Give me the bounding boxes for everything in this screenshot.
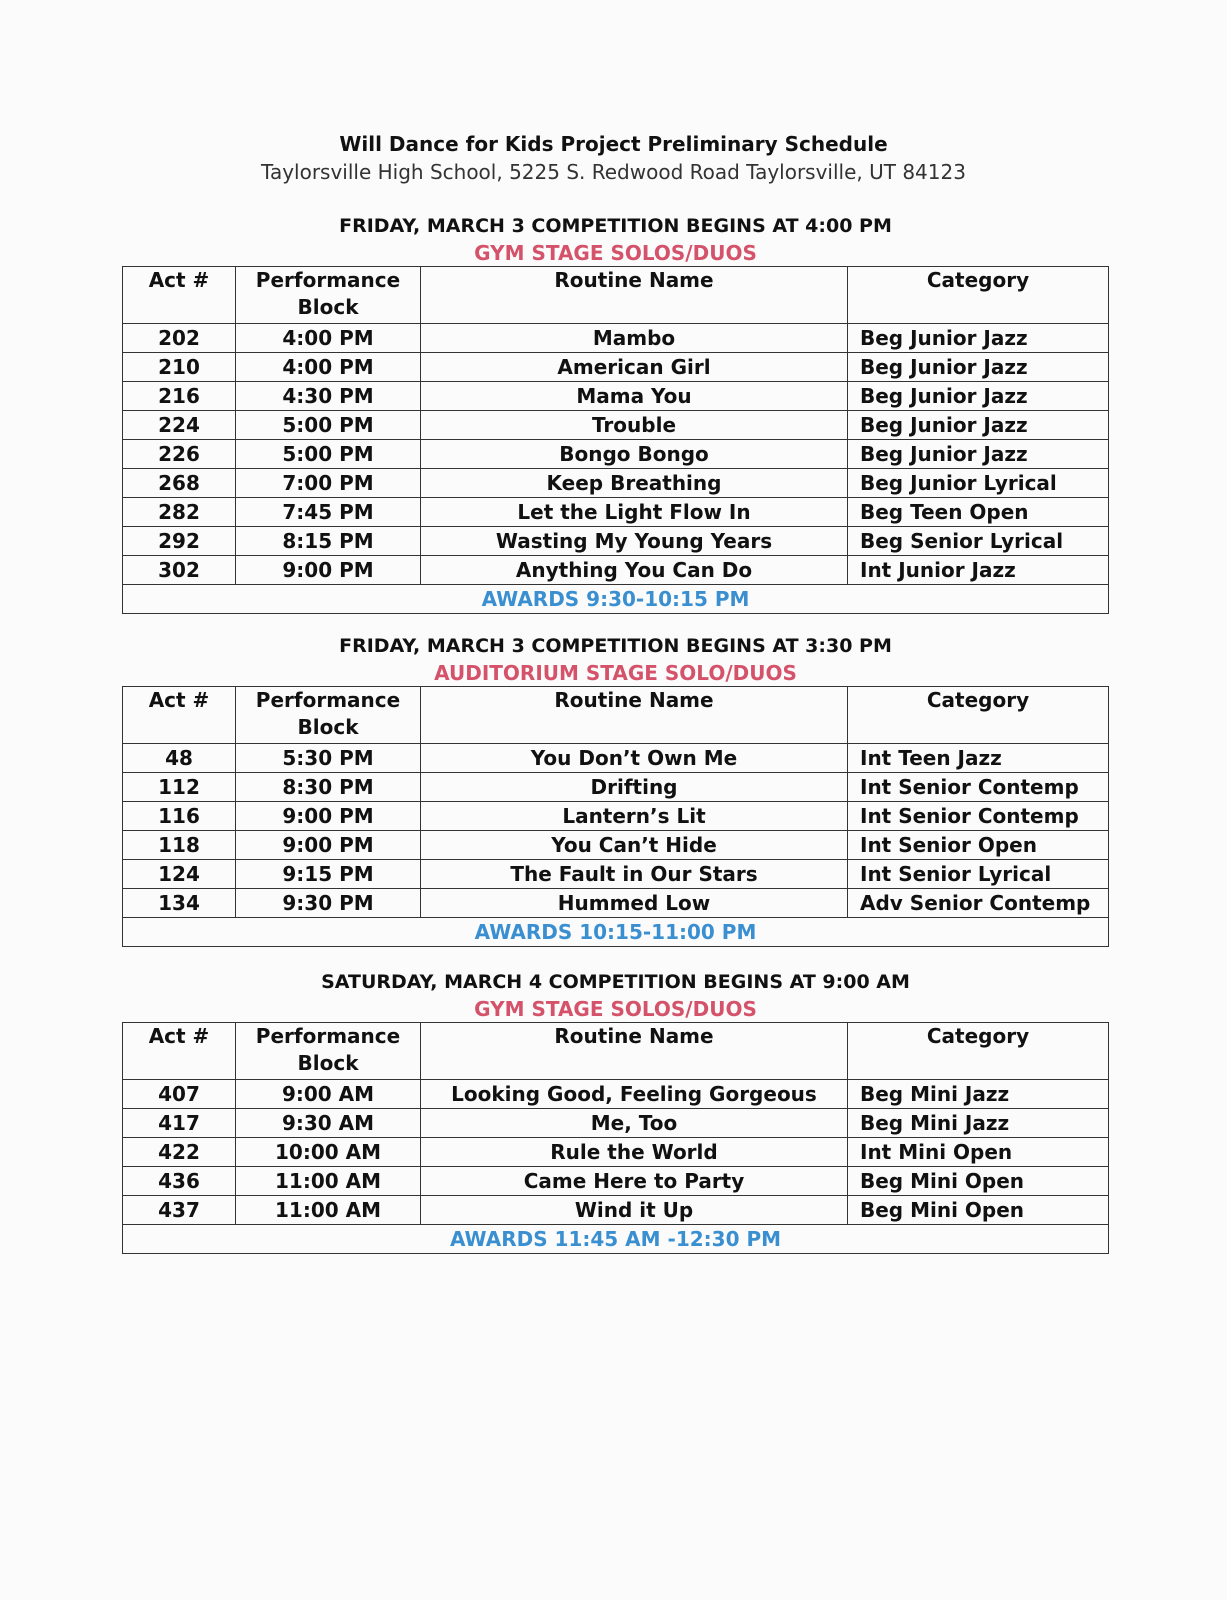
- table-row: [123, 1109, 1109, 1138]
- act-number: 302: [123, 556, 236, 585]
- act-number: 48: [123, 744, 236, 773]
- table-row: [123, 411, 1109, 440]
- table-header-row: [123, 1023, 1109, 1080]
- category: Beg Junior Jazz: [848, 353, 1109, 382]
- header-block-line2: Block: [297, 1051, 359, 1075]
- schedule-section-friday-gym: [122, 212, 1109, 614]
- header-performance-block: [236, 687, 421, 744]
- act-number: 224: [123, 411, 236, 440]
- table-row: [123, 1167, 1109, 1196]
- table-row: [123, 744, 1109, 773]
- table-row: [123, 353, 1109, 382]
- table-row: [123, 469, 1109, 498]
- category: Beg Mini Jazz: [848, 1080, 1109, 1109]
- header-act: Act #: [123, 1023, 236, 1080]
- routine-name: You Don’t Own Me: [421, 744, 848, 773]
- category: Beg Junior Jazz: [848, 324, 1109, 353]
- routine-name: Looking Good, Feeling Gorgeous: [421, 1080, 848, 1109]
- act-number: 437: [123, 1196, 236, 1225]
- performance-block: 9:00 PM: [236, 802, 421, 831]
- act-number: 268: [123, 469, 236, 498]
- table-header-row: [123, 687, 1109, 744]
- act-number: 407: [123, 1080, 236, 1109]
- performance-block: 9:30 PM: [236, 889, 421, 918]
- routine-name: Came Here to Party: [421, 1167, 848, 1196]
- category: Beg Junior Jazz: [848, 411, 1109, 440]
- table-row: [123, 802, 1109, 831]
- venue-address: Taylorsville High School, 5225 S. Redwood Road Taylorsville, UT 84123: [261, 160, 966, 184]
- table-row: [123, 440, 1109, 469]
- table-row: [123, 324, 1109, 353]
- header-block-line2: Block: [297, 295, 359, 319]
- act-number: 422: [123, 1138, 236, 1167]
- category: Beg Mini Open: [848, 1167, 1109, 1196]
- category: Beg Junior Jazz: [848, 382, 1109, 411]
- schedule-table: [122, 1022, 1109, 1254]
- section-day-heading: FRIDAY, MARCH 3 COMPETITION BEGINS AT 4:00 PM: [339, 215, 892, 237]
- category: Beg Junior Lyrical: [848, 469, 1109, 498]
- header-block-line1: Performance: [255, 268, 401, 292]
- category: Int Junior Jazz: [848, 556, 1109, 585]
- table-row: [123, 889, 1109, 918]
- header-act: Act #: [123, 267, 236, 324]
- routine-name: Lantern’s Lit: [421, 802, 848, 831]
- header-performance-block: [236, 1023, 421, 1080]
- schedule-section-saturday-gym: [122, 968, 1109, 1254]
- section-day-heading: FRIDAY, MARCH 3 COMPETITION BEGINS AT 3:30 PM: [339, 635, 892, 657]
- routine-name: Trouble: [421, 411, 848, 440]
- performance-block: 5:00 PM: [236, 411, 421, 440]
- category: Beg Senior Lyrical: [848, 527, 1109, 556]
- header-block-line1: Performance: [255, 1024, 401, 1048]
- act-number: 124: [123, 860, 236, 889]
- table-row: [123, 1080, 1109, 1109]
- header-block-line1: Performance: [255, 688, 401, 712]
- header-act: Act #: [123, 687, 236, 744]
- performance-block: 9:00 AM: [236, 1080, 421, 1109]
- table-row: [123, 831, 1109, 860]
- act-number: 226: [123, 440, 236, 469]
- header-routine-name: Routine Name: [421, 1023, 848, 1080]
- performance-block: 7:00 PM: [236, 469, 421, 498]
- section-stage-heading: GYM STAGE SOLOS/DUOS: [474, 241, 757, 265]
- table-row: [123, 1138, 1109, 1167]
- routine-name: You Can’t Hide: [421, 831, 848, 860]
- act-number: 292: [123, 527, 236, 556]
- routine-name: Wasting My Young Years: [421, 527, 848, 556]
- header-category: Category: [848, 1023, 1109, 1080]
- act-number: 216: [123, 382, 236, 411]
- awards-time: AWARDS 11:45 AM -12:30 PM: [123, 1225, 1109, 1254]
- category: Beg Teen Open: [848, 498, 1109, 527]
- performance-block: 9:15 PM: [236, 860, 421, 889]
- act-number: 116: [123, 802, 236, 831]
- act-number: 210: [123, 353, 236, 382]
- performance-block: 4:00 PM: [236, 353, 421, 382]
- performance-block: 4:00 PM: [236, 324, 421, 353]
- section-stage-heading: GYM STAGE SOLOS/DUOS: [474, 997, 757, 1021]
- performance-block: 9:00 PM: [236, 831, 421, 860]
- performance-block: 11:00 AM: [236, 1167, 421, 1196]
- table-row: [123, 498, 1109, 527]
- section-stage-heading: AUDITORIUM STAGE SOLO/DUOS: [434, 661, 797, 685]
- act-number: 282: [123, 498, 236, 527]
- header-block-line2: Block: [297, 715, 359, 739]
- routine-name: Anything You Can Do: [421, 556, 848, 585]
- awards-row: [123, 1225, 1109, 1254]
- routine-name: Wind it Up: [421, 1196, 848, 1225]
- header-performance-block: [236, 267, 421, 324]
- act-number: 436: [123, 1167, 236, 1196]
- table-row: [123, 527, 1109, 556]
- category: Beg Junior Jazz: [848, 440, 1109, 469]
- header-routine-name: Routine Name: [421, 687, 848, 744]
- category: Beg Mini Jazz: [848, 1109, 1109, 1138]
- header-category: Category: [848, 687, 1109, 744]
- schedule-table: [122, 686, 1109, 947]
- act-number: 134: [123, 889, 236, 918]
- table-row: [123, 382, 1109, 411]
- routine-name: Bongo Bongo: [421, 440, 848, 469]
- category: Int Senior Open: [848, 831, 1109, 860]
- act-number: 118: [123, 831, 236, 860]
- category: Int Senior Lyrical: [848, 860, 1109, 889]
- schedule-section-friday-auditorium: [122, 632, 1109, 947]
- performance-block: 11:00 AM: [236, 1196, 421, 1225]
- performance-block: 9:30 AM: [236, 1109, 421, 1138]
- section-day-heading: SATURDAY, MARCH 4 COMPETITION BEGINS AT 9:00 AM: [321, 971, 910, 993]
- performance-block: 5:00 PM: [236, 440, 421, 469]
- category: Int Teen Jazz: [848, 744, 1109, 773]
- performance-block: 5:30 PM: [236, 744, 421, 773]
- routine-name: Rule the World: [421, 1138, 848, 1167]
- act-number: 417: [123, 1109, 236, 1138]
- act-number: 112: [123, 773, 236, 802]
- category: Adv Senior Contemp: [848, 889, 1109, 918]
- table-row: [123, 1196, 1109, 1225]
- routine-name: Hummed Low: [421, 889, 848, 918]
- table-row: [123, 860, 1109, 889]
- header-routine-name: Routine Name: [421, 267, 848, 324]
- schedule-table: [122, 266, 1109, 614]
- awards-time: AWARDS 10:15-11:00 PM: [123, 918, 1109, 947]
- awards-time: AWARDS 9:30-10:15 PM: [123, 585, 1109, 614]
- performance-block: 7:45 PM: [236, 498, 421, 527]
- routine-name: Drifting: [421, 773, 848, 802]
- table-row: [123, 556, 1109, 585]
- performance-block: 10:00 AM: [236, 1138, 421, 1167]
- category: Int Mini Open: [848, 1138, 1109, 1167]
- header-category: Category: [848, 267, 1109, 324]
- routine-name: Me, Too: [421, 1109, 848, 1138]
- table-header-row: [123, 267, 1109, 324]
- category: Int Senior Contemp: [848, 773, 1109, 802]
- routine-name: Mama You: [421, 382, 848, 411]
- performance-block: 8:15 PM: [236, 527, 421, 556]
- performance-block: 4:30 PM: [236, 382, 421, 411]
- routine-name: Let the Light Flow In: [421, 498, 848, 527]
- routine-name: Keep Breathing: [421, 469, 848, 498]
- table-row: [123, 773, 1109, 802]
- act-number: 202: [123, 324, 236, 353]
- category: Beg Mini Open: [848, 1196, 1109, 1225]
- performance-block: 9:00 PM: [236, 556, 421, 585]
- performance-block: 8:30 PM: [236, 773, 421, 802]
- awards-row: [123, 585, 1109, 614]
- page-title: Will Dance for Kids Project Preliminary Schedule: [339, 132, 888, 156]
- routine-name: American Girl: [421, 353, 848, 382]
- routine-name: The Fault in Our Stars: [421, 860, 848, 889]
- routine-name: Mambo: [421, 324, 848, 353]
- category: Int Senior Contemp: [848, 802, 1109, 831]
- awards-row: [123, 918, 1109, 947]
